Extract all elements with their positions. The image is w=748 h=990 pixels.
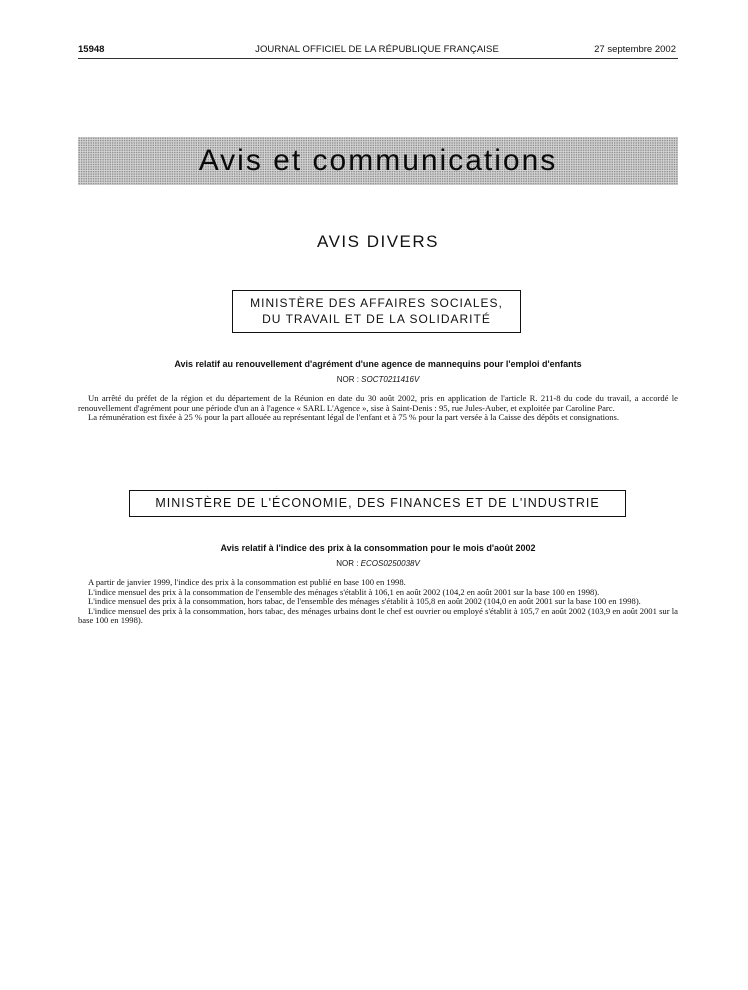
nor-label: NOR : (336, 375, 359, 384)
paragraph: Un arrêté du préfet de la région et du département de la Réunion en date du 30 août 2002, pris en application de l'article R. 211-8 du code du travail, a accordé le renouvellement d'agrément pour une période d'un an à l'agence « SARL L'Agence », sise à Saint-Denis : 95, rue Jules-Auber, et exploitée par Caroline Parc. (78, 393, 678, 413)
ministry-line: DU TRAVAIL ET DE LA SOLIDARITÉ (262, 312, 491, 326)
notice-body (78, 578, 678, 626)
paragraph: L'indice mensuel des prix à la consommation, hors tabac, des ménages urbains dont le chef est ouvrier ou employé s'établit à 105,7 en août 2002 (103,9 en août 2001 sur la base 100 en 1998). (78, 605, 678, 626)
page-number: 15948 (78, 44, 105, 55)
paragraph: L'indice mensuel des prix à la consommation, hors tabac, de l'ensemble des ménages s'établit à 105,8 en août 2002 (104,0 en août 2001 sur la base 100 en 1998). (88, 596, 641, 607)
nor-code: SOCT0211416V (361, 375, 420, 384)
banner-title: Avis et communications (198, 144, 558, 177)
paragraph: A partir de janvier 1999, l'indice des prix à la consommation est publié en base 100 en 1998. (88, 577, 406, 587)
ministry-box-economy (129, 490, 626, 517)
paragraph: L'indice mensuel des prix à la consommation de l'ensemble des ménages s'établit à 106,1 en août 2002 (104,2 en août 2001 sur la base 100 en 1998). (88, 586, 600, 597)
publication-date: 27 septembre 2002 (594, 44, 676, 55)
notice-title: Avis relatif au renouvellement d'agrément d'une agence de mannequins pour l'emploi d'enfants (174, 359, 582, 369)
journal-title: JOURNAL OFFICIEL DE LA RÉPUBLIQUE FRANÇAISE (255, 44, 499, 55)
notice-body (78, 394, 678, 423)
ministry-line: MINISTÈRE DES AFFAIRES SOCIALES, (250, 296, 503, 310)
nor-label: NOR : (336, 559, 359, 568)
nor-reference (78, 375, 678, 384)
ministry-box-social-affairs (232, 290, 521, 333)
nor-code: ECOS0250038V (360, 559, 420, 568)
page-header (78, 44, 676, 58)
nor-reference (78, 559, 678, 568)
notice-title: Avis relatif à l'indice des prix à la consommation pour le mois d'août 2002 (220, 543, 536, 553)
paragraph: La rémunération est fixée à 25 % pour la part allouée au représentant légal de l'enfant et à 75 % pour la part versée à la Caisse des dépôts et consignations. (88, 412, 620, 423)
ministry-line: MINISTÈRE DE L'ÉCONOMIE, DES FINANCES ET DE L'INDUSTRIE (155, 496, 600, 510)
section-heading: AVIS DIVERS (317, 232, 439, 251)
header-divider (78, 58, 678, 59)
